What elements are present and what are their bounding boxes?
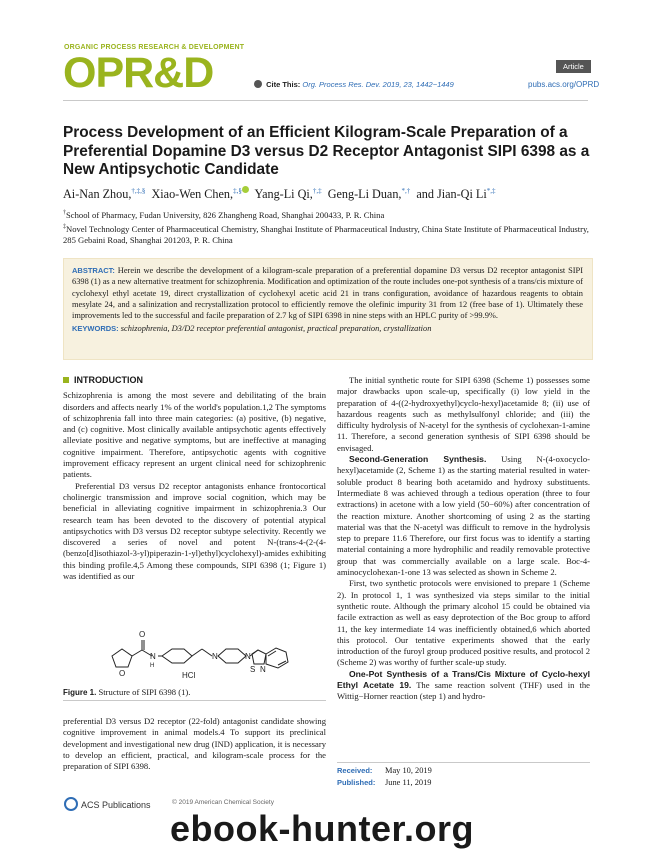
author[interactable]: Ai-Nan Zhou,†,‡,§ xyxy=(63,186,146,201)
hcl-label: HCl xyxy=(182,671,196,680)
paragraph: Preferential D3 versus D2 receptor antagonists enhance frontocortical cholinergic transmission and improve social cognition, which may be beneficial in alleviating cognitive impairment in schizophrenia.3 Our research team has been devoted to the discovery of potential atypical antipsychotics with D3 versus D2 receptor subtype selectivity. Recently we discovered a series of novel and potent N-(trans-4-(2-(4-(benzo[d]isothiazol-3-yl)piperazin-1-yl)ethyl)cyclohexyl)-amides exhibiting this binding profile.4,5 Among these compounds, SIPI 6398 (1; Figure 1) was identified as our xyxy=(63,480,326,582)
figure-caption-text: Structure of SIPI 6398 (1). xyxy=(98,687,191,697)
paragraph: The same reaction solvent (THF) used in the Wittig−Horner reaction (step 1) and hydro- xyxy=(337,680,590,702)
author[interactable]: Xiao-Wen Chen,‡,§ xyxy=(151,187,248,201)
subsection-heading: Second-Generation Synthesis. xyxy=(349,454,487,465)
author-list xyxy=(63,186,603,202)
benzene-ring xyxy=(266,648,288,668)
article-title xyxy=(63,124,593,180)
article-dates xyxy=(337,765,432,789)
article-type-badge: Article xyxy=(556,60,591,73)
journal-logo: OPR&D xyxy=(63,49,214,97)
piperazine-n2-label: N xyxy=(245,652,251,661)
author[interactable]: and Jian-Qi Li*,‡ xyxy=(416,186,496,201)
paragraph: preferential D3 versus D2 receptor (22-fold) antagonist candidate showing cognitive improvement in animal models.4 To support its preclinical development and investigational new drug (IND) application, it is necessary to develop an efficient, practical, and kilogram-scale process for the preparation of SIPI 6398. xyxy=(63,716,326,772)
left-column xyxy=(63,375,326,582)
watermark: ebook-hunter.org xyxy=(170,808,474,849)
left-column-continued xyxy=(63,716,326,772)
furan-oxygen-label: O xyxy=(119,669,126,678)
received-label: Received: xyxy=(337,766,373,775)
cyclohexane-ring xyxy=(162,649,192,663)
affiliation: ‡Novel Technology Center of Pharmaceutical Chemistry, Shanghai Institute of Pharmaceutical Industry, China State Institute of Pharmaceutical Industry, 285 Gebaini Road, Shanghai 201203, P. R. China xyxy=(63,223,589,245)
abstract-heading: ABSTRACT: xyxy=(72,266,115,275)
isothiazole-sulfur-label: S xyxy=(250,665,256,674)
section-marker-icon xyxy=(63,377,69,383)
keywords-heading: KEYWORDS: xyxy=(72,324,119,334)
published-label: Published: xyxy=(337,778,376,787)
dates-divider xyxy=(337,762,590,763)
isothiazole-ring xyxy=(252,650,266,664)
header-divider xyxy=(63,100,588,101)
paragraph: Schizophrenia is among the most severe and debilitating of the brain disorders and affects nearly 1% of the world's population.1,2 The symptoms of schizophrenia fall into three main categories: (a) positive, (b) negative, and (c) cognitive. Most clinically available antipsychotic agents effectively alleviate positive and negative symptoms, but are ineffective at managing cognitive impairment. Therefore, antipsychotic agents with cognitive improvement efficacy represent an urgent clinical need for schizophrenic patients. xyxy=(63,390,326,480)
figure-1-caption xyxy=(63,687,326,697)
acs-publications-logo[interactable]: ACS Publications xyxy=(64,797,151,811)
piperazine-n1-label: N xyxy=(212,652,218,661)
abstract-text: Herein we describe the development of a kilogram-scale preparation of a preferential dopamine D3 versus D2 receptor antagonist SIPI 6398 (1) as a new alternative treatment for schizophrenia. Modification and optimization of the route includes one-pot synthesis of a trans/cis mixture of cyclohexyl ethyl acetate 19, direct crystallization of cyclohexyl acetic acid 21 in trans configuration, avoidance of hazardous reagents to obtain mesylate 24, and a salinization and recrystallization protocol to efficiently remove the olefinic impurity 31 from 12 (free base of 1). Ultimately these improvements led to the successful and facile preparation of 2.7 kg of SIPI 6398 in nine steps with an HPLC purity of >99.9%. xyxy=(72,266,583,321)
keywords: schizophrenia, D3/D2 receptor preferential antagonist, practical preparation, crystallization xyxy=(120,324,432,334)
paragraph: First, two synthetic protocols were envisioned to prepare 1 (Scheme 2). In protocol 1, 1 was synthesized via steps similar to the initial synthetic route. Although the primary alcohol 15 could be obtained via facile extraction as well as easy deprotection of the Boc group to afford 11, the key intermediate 14 was inefficiently obtained,6 which aborted this protocol. Our tentative experiments showed that the early introduction of the furoyl group produced positive results, and protocol 2 (Scheme 2) was worthy of further scale-up study. xyxy=(337,578,590,668)
citation-line[interactable] xyxy=(254,80,454,89)
orcid-icon[interactable] xyxy=(242,186,249,193)
subsection-heading: One-Pot Synthesis of a Trans/Cis Mixture of Cyclo-hexyl Ethyl Acetate 19. xyxy=(337,668,590,691)
author[interactable]: Yang-Li Qi,†,‡ xyxy=(254,186,322,201)
figure-label: Figure 1. xyxy=(63,688,97,697)
svg-text:N: N xyxy=(260,665,266,674)
article-title-text: Process Development of an Efficient Kilogram-Scale Preparation of a Preferential Dopamine D3 versus D2 Receptor Antagonist SIPI 6398 as a New Antipsychotic Candidate xyxy=(63,124,590,178)
figure-1-structure xyxy=(100,614,300,682)
published-date: June 11, 2019 xyxy=(385,778,432,787)
amide-nitrogen-label: N xyxy=(150,652,156,661)
figure-divider xyxy=(63,700,326,701)
paragraph: The initial synthetic route for SIPI 6398 (Scheme 1) possesses some major drawbacks upon scale-up, specifically (i) low yield in the preparation of 4-((2-hydroxyethyl)cyclo-hexyl)acetamide 8; (ii) use of hazardous reagents such as methylsulfonyl chloride; and (iii) the difficulty hydrolysis of N-acetyl for the synthesis of cyclohexan-1-amine 11. Therefore, a second generation synthesis of SIPI 6398 should be envisaged. xyxy=(337,375,590,453)
piperazine-ring xyxy=(218,649,246,663)
received-date: May 10, 2019 xyxy=(385,766,432,775)
right-column xyxy=(337,375,590,703)
affiliation: †School of Pharmacy, Fudan University, 826 Zhangheng Road, Shanghai 200433, P. R. China xyxy=(63,209,385,220)
journal-name: ORGANIC PROCESS RESEARCH & DEVELOPMENT xyxy=(64,44,245,51)
copyright: © 2019 American Chemical Society xyxy=(172,799,274,806)
cite-label: Cite This: xyxy=(266,80,301,89)
svg-text:H: H xyxy=(150,663,155,669)
carbonyl-oxygen-label: O xyxy=(139,630,146,639)
cite-icon xyxy=(254,80,262,88)
cite-reference[interactable]: Org. Process Res. Dev. 2019, 23, 1442−1449 xyxy=(302,80,454,89)
journal-site-link[interactable]: pubs.acs.org/OPRD xyxy=(528,80,600,89)
furan-ring xyxy=(112,649,132,667)
section-heading-introduction: INTRODUCTION xyxy=(63,375,326,386)
author[interactable]: Geng-Li Duan,*,† xyxy=(327,186,411,201)
acs-logo-icon xyxy=(64,797,78,811)
paragraph: Using N-(4-oxocyclo-hexyl)acetamide (2, Scheme 1) as the starting material resulted in water-soluble product 8 bearing both acetamido and hydroxy substituents. Intermediate 8 was achieved through a tedious operation (three to four extractions) in acetone with a low yield (50−60%) after concentration of the reaction mixture. Another shortcoming of using 2 as the starting material was that the N-acetyl was difficult to remove in the hydrolysis step to prepare 11.6 Therefore, our first focus was to identify a starting material containing a more hydrophilic and readily removable protective group that was commercially available on a large scale. Boc-4-aminocyclohexan-1-one 13 was selected as shown in Scheme 2. xyxy=(337,454,590,578)
abstract xyxy=(72,265,583,335)
